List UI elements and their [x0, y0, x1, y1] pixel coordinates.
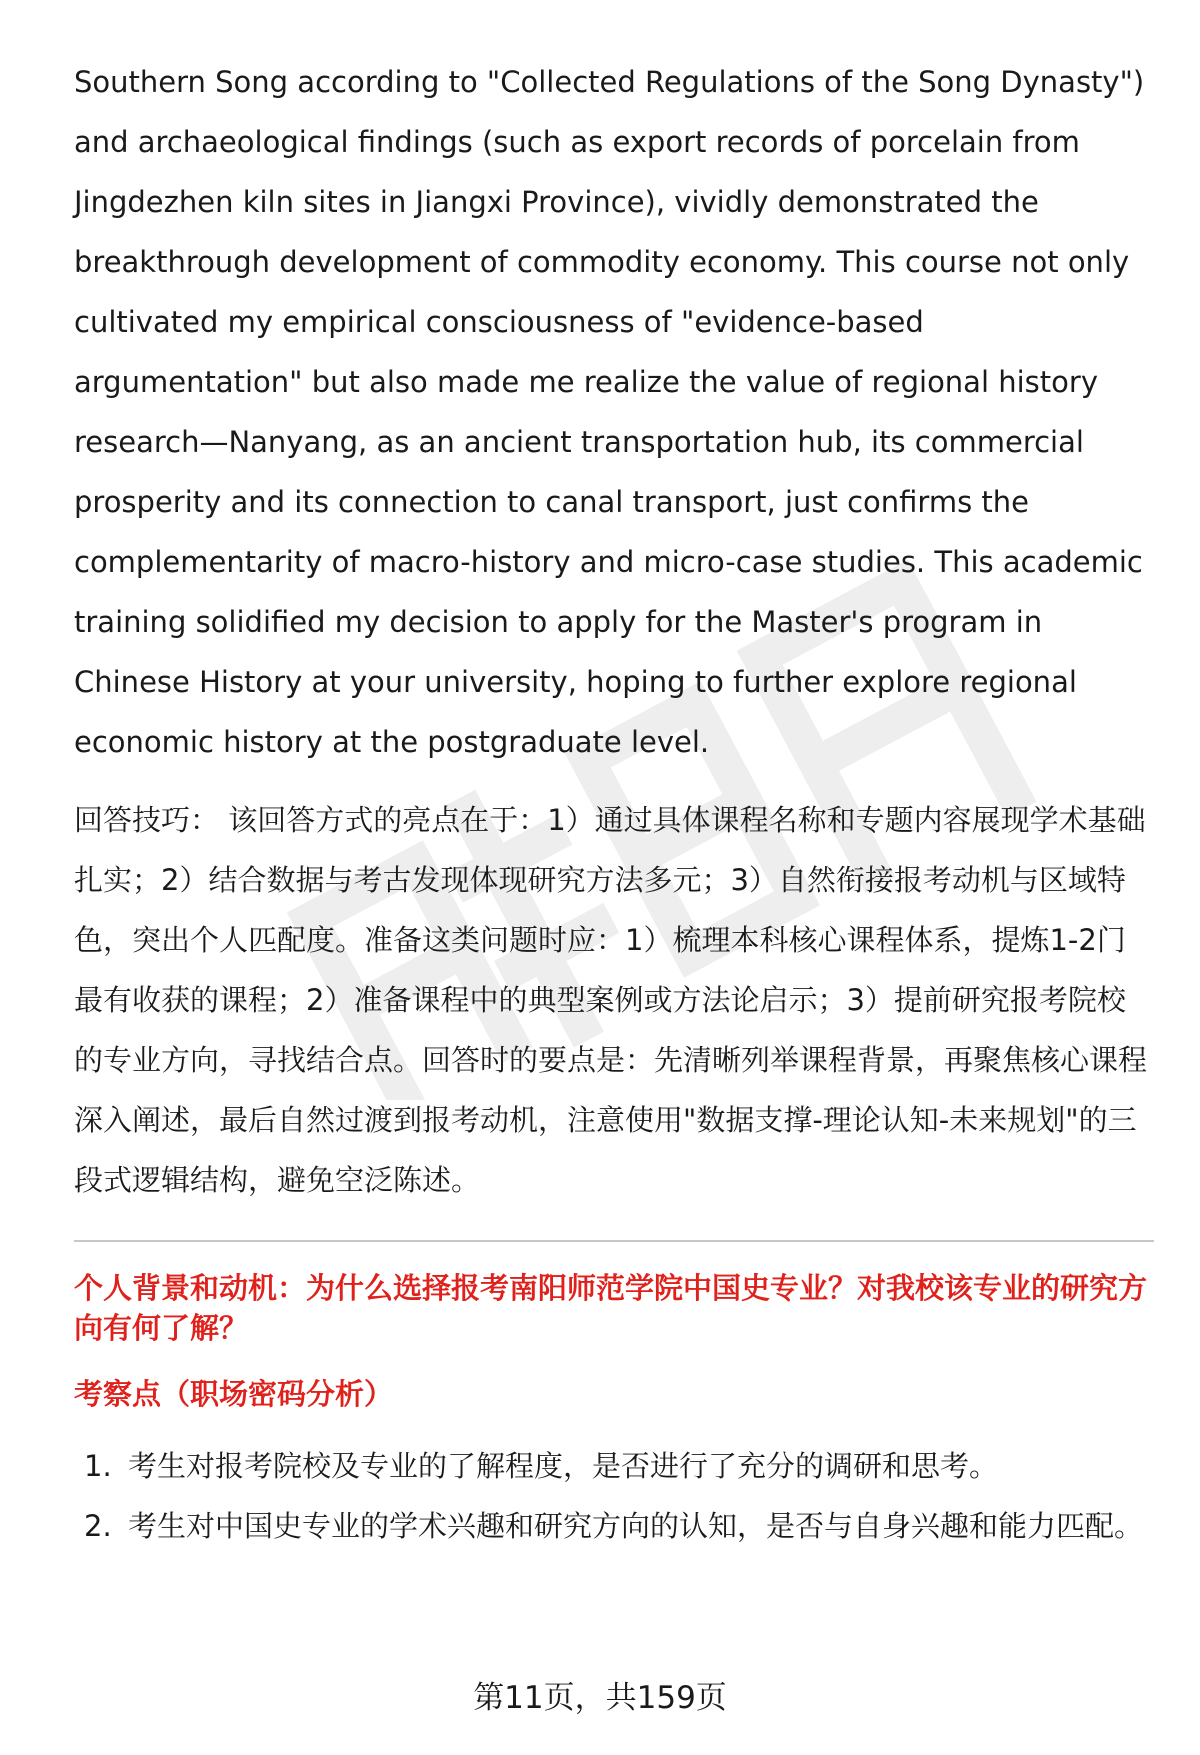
list-item-number: 2.: [84, 1509, 112, 1543]
english-answer-paragraph: Southern Song according to "Collected Regulations of the Song Dynasty") and archaeological findings (such as export records of porcelain from Jingdezhen kiln sites in Jiangxi Province), vividly demonstrated the breakthrough development of commodity economy. This course not only cultivated my empirical consciousness of "evidence-based argumentation" but also made me realize the value of regional history research—Nanyang, as an ancient transportation hub, its commercial prosperity and its connection to canal transport, just confirms the complementarity of macro-history and micro-case studies. This academic training solidified my decision to apply for the Master's program in Chinese History at your university, hoping to further explore regional economic history at the postgraduate level.: [74, 65, 1145, 759]
list-item-text: 考生对报考院校及专业的了解程度，是否进行了充分的调研和思考。: [128, 1449, 999, 1483]
assessment-points-list: [74, 1436, 1154, 1556]
answer-tips-paragraph: 回答技巧： 该回答方式的亮点在于：1）通过具体课程名称和专题内容展现学术基础扎实；2）结合数据与考古发现体现研究方法多元；3）自然衔接报考动机与区域特色，突出个人匹配度。准备这类问题时应：1）梳理本科核心课程体系，提炼1-2门最有收获的课程；2）准备课程中的典型案例或方法论启示；3）提前研究报考院校的专业方向，寻找结合点。回答时的要点是：先清晰列举课程背景，再聚焦核心课程深入阐述，最后自然过渡到报考动机，注意使用"数据支撑-理论认知-未来规划"的三段式逻辑结构，避免空泛陈述。: [74, 803, 1148, 1197]
section-divider: [74, 1240, 1154, 1242]
list-item: [74, 1436, 1154, 1496]
question-heading: 个人背景和动机：为什么选择报考南阳师范学院中国史专业？对我校该专业的研究方向有何了解？: [74, 1271, 1148, 1345]
assessment-points-heading: 考察点（职场密码分析）: [74, 1377, 394, 1411]
list-item: [74, 1496, 1154, 1556]
page-number-footer: 第11页，共159页: [473, 1680, 727, 1716]
page-content: [74, 52, 1154, 1556]
list-item-text: 考生对中国史专业的学术兴趣和研究方向的认知，是否与自身兴趣和能力匹配。: [128, 1509, 1144, 1543]
list-item-number: 1.: [84, 1449, 112, 1483]
